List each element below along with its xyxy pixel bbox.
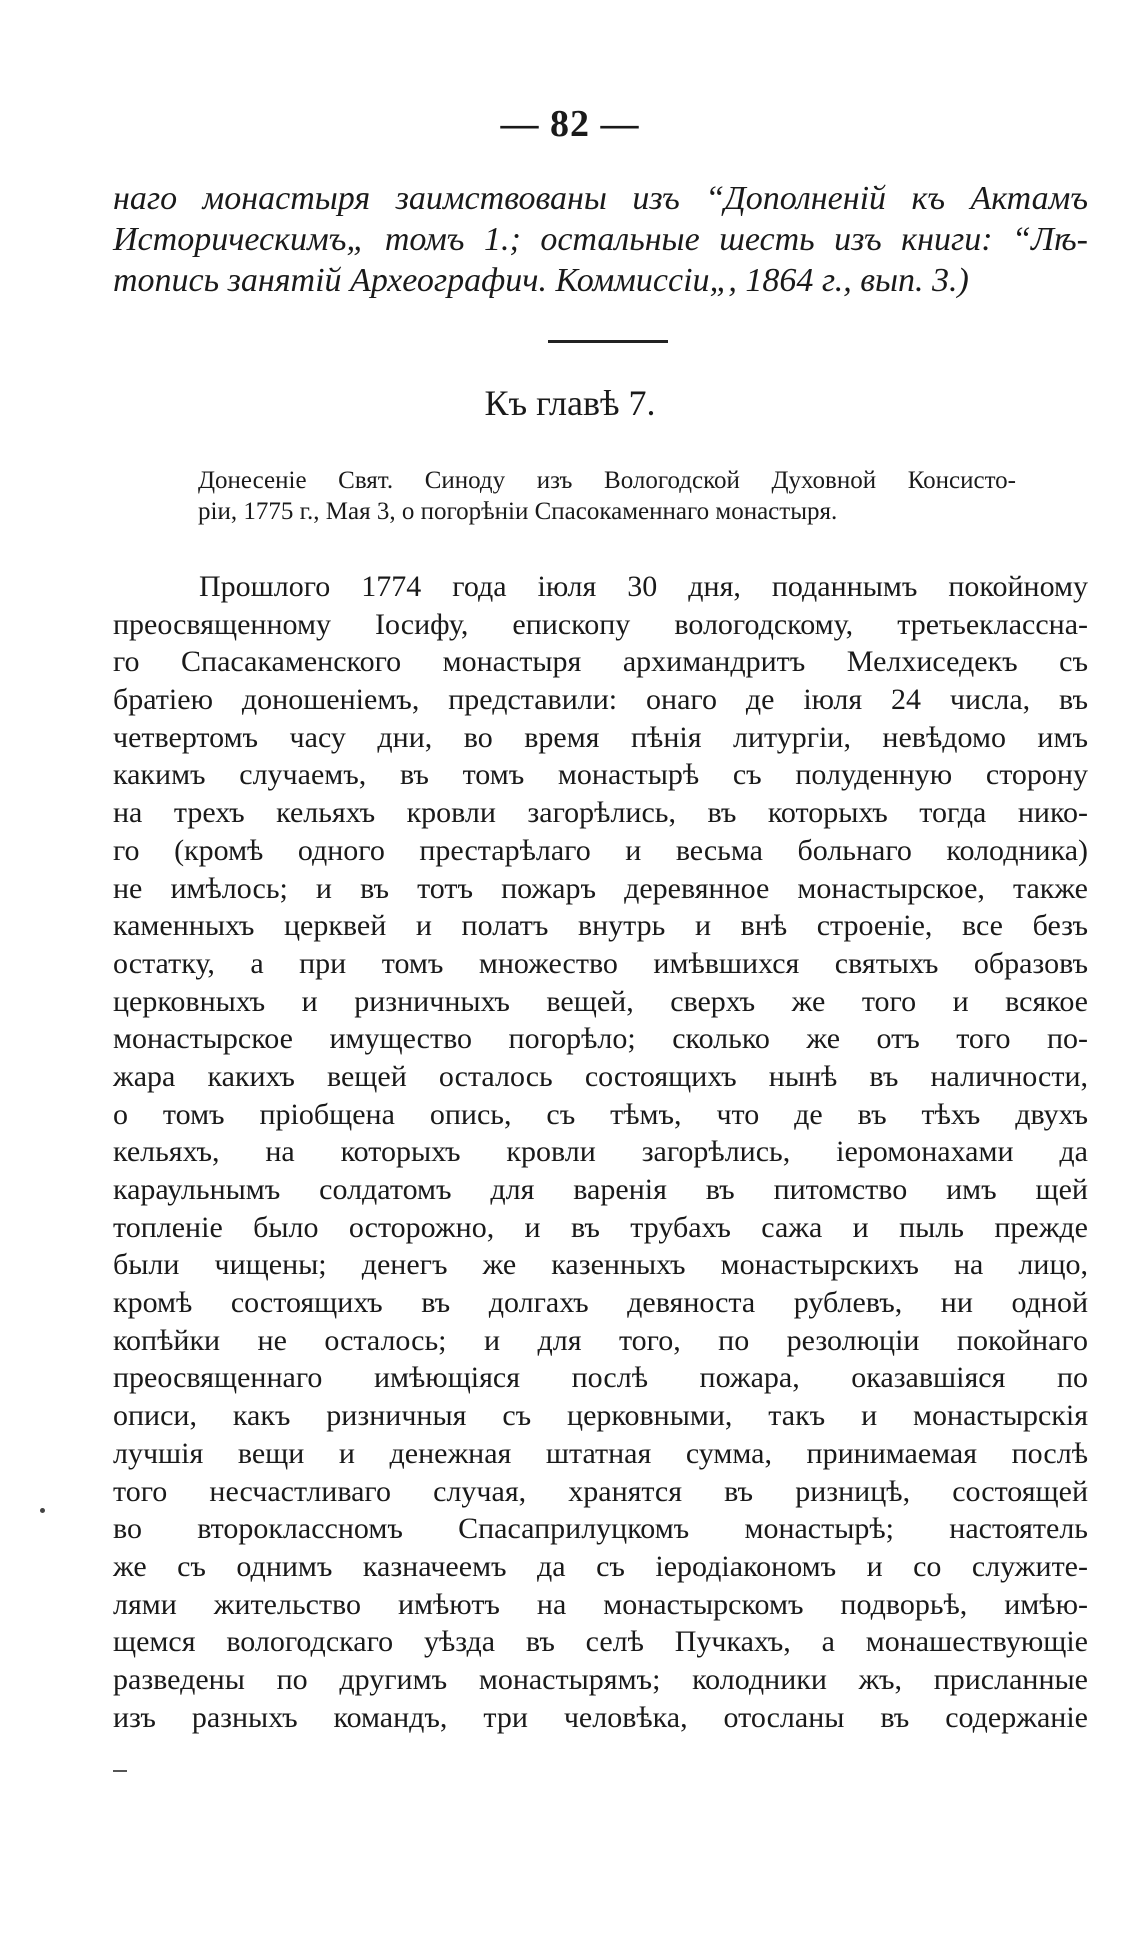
body-line: того несчастливаго случая, хранятся въ ризницѣ, состоящей	[113, 1474, 1088, 1508]
body-line: на трехъ кельяхъ кровли загорѣлись, въ которыхъ тогда нико-	[113, 796, 1088, 830]
intro-line: топись занятій Археографич. Коммиссіи„, 1864 г., вып. 3.)	[113, 262, 969, 299]
document-subheading	[198, 465, 1016, 527]
body-line: караульнымъ солдатомъ для варенія въ питомство имъ щей	[113, 1173, 1088, 1206]
body-line: топленіе было осторожно, и въ трубахъ сажа и пыль прежде	[113, 1210, 1088, 1244]
body-line: о томъ пріобщена опись, съ тѣмъ, что де въ тѣхъ двухъ	[113, 1097, 1088, 1131]
intro-line: Историческимъ„ томъ 1.; остальные шесть изъ книги: “Лѣ-	[113, 221, 1088, 258]
intro-paragraph	[113, 178, 1088, 301]
body-line: церковныхъ и ризничныхъ вещей, сверхъ же того и всякое	[113, 984, 1088, 1018]
body-line: монастырское имущество погорѣло; сколько же отъ того по-	[113, 1022, 1088, 1056]
margin-mark	[40, 1508, 45, 1513]
page-number: — 82 —	[500, 103, 640, 145]
body-line: не имѣлось; и въ тотъ пожаръ деревянное монастырское, также	[113, 871, 1088, 905]
body-line: лями жительство имѣютъ на монастырскомъ подворьѣ, имѣю-	[113, 1587, 1088, 1621]
chapter-heading: Къ главѣ 7.	[484, 383, 656, 423]
body-line: щемся вологодскаго уѣзда въ селѣ Пучкахъ, а монашествующіе	[113, 1625, 1088, 1659]
body-paragraph	[113, 568, 1088, 1736]
body-line: кромѣ состоящихъ въ долгахъ девяноста рублевъ, ни одной	[113, 1286, 1088, 1320]
body-line: Прошлого 1774 года іюля 30 дня, поданнымъ покойному	[199, 570, 1088, 603]
subheading-line: Донесеніе Свят. Синоду изъ Вологодской Духовной Консисто-	[198, 467, 1016, 494]
body-line: преосвященнаго имѣющіяся послѣ пожара, оказавшіяся по	[113, 1361, 1088, 1395]
body-line: го Спасакаменского монастыря архимандритъ Мелхиседекъ съ	[113, 645, 1088, 679]
body-line: копѣйки не осталось; и для того, по резолюціи покойнаго	[113, 1323, 1088, 1357]
body-line: го (кромѣ одного престарѣлаго и весьма больнаго колодника)	[113, 833, 1088, 867]
body-line: кельяхъ, на которыхъ кровли загорѣлись, іеромонахами да	[113, 1135, 1088, 1169]
body-line: братіею доношеніемъ, представили: онаго де іюля 24 числа, въ	[113, 683, 1088, 717]
body-line: описи, какъ ризничныя съ церковными, такъ и монастырскія	[113, 1399, 1088, 1433]
body-line: четвертомъ часу дни, во время пѣнія литургіи, невѣдомо имъ	[113, 720, 1088, 754]
body-line: преосвященному Іосифу, епископу вологодскому, третьеклассна-	[113, 607, 1088, 641]
intro-line: наго монастыря заимствованы изъ “Дополненій къ Актамъ	[113, 180, 1088, 217]
body-line: лучшія вещи и денежная штатная сумма, принимаемая послѣ	[113, 1436, 1088, 1470]
body-line: во второклассномъ Спасаприлуцкомъ монастырѣ; настоятель	[113, 1512, 1088, 1546]
body-line: были чищены; денегъ же казенныхъ монастырскихъ на лицо,	[113, 1248, 1088, 1282]
body-line: жара какихъ вещей осталось состоящихъ нынѣ въ наличности,	[113, 1059, 1088, 1093]
section-divider	[548, 340, 668, 343]
body-line: изъ разныхъ командъ, три человѣка, отосланы въ содержаніе	[113, 1700, 1088, 1734]
body-line: остатку, а при томъ множество имѣвшихся святыхъ образовъ	[113, 946, 1088, 980]
body-line: какимъ случаемъ, въ томъ монастырѣ съ полуденную сторону	[113, 758, 1088, 792]
subheading-line: ріи, 1775 г., Мая 3, о погорѣніи Спасокаменнаго монастыря.	[198, 498, 838, 525]
body-line: же съ однимъ казначеемъ да съ іеродіакономъ и со служите-	[113, 1549, 1088, 1583]
margin-mark	[113, 1770, 127, 1772]
body-line: разведены по другимъ монастырямъ; колодники жъ, присланные	[113, 1662, 1088, 1696]
body-line: каменныхъ церквей и полатъ внутрь и внѣ строеніе, все безъ	[113, 909, 1088, 943]
